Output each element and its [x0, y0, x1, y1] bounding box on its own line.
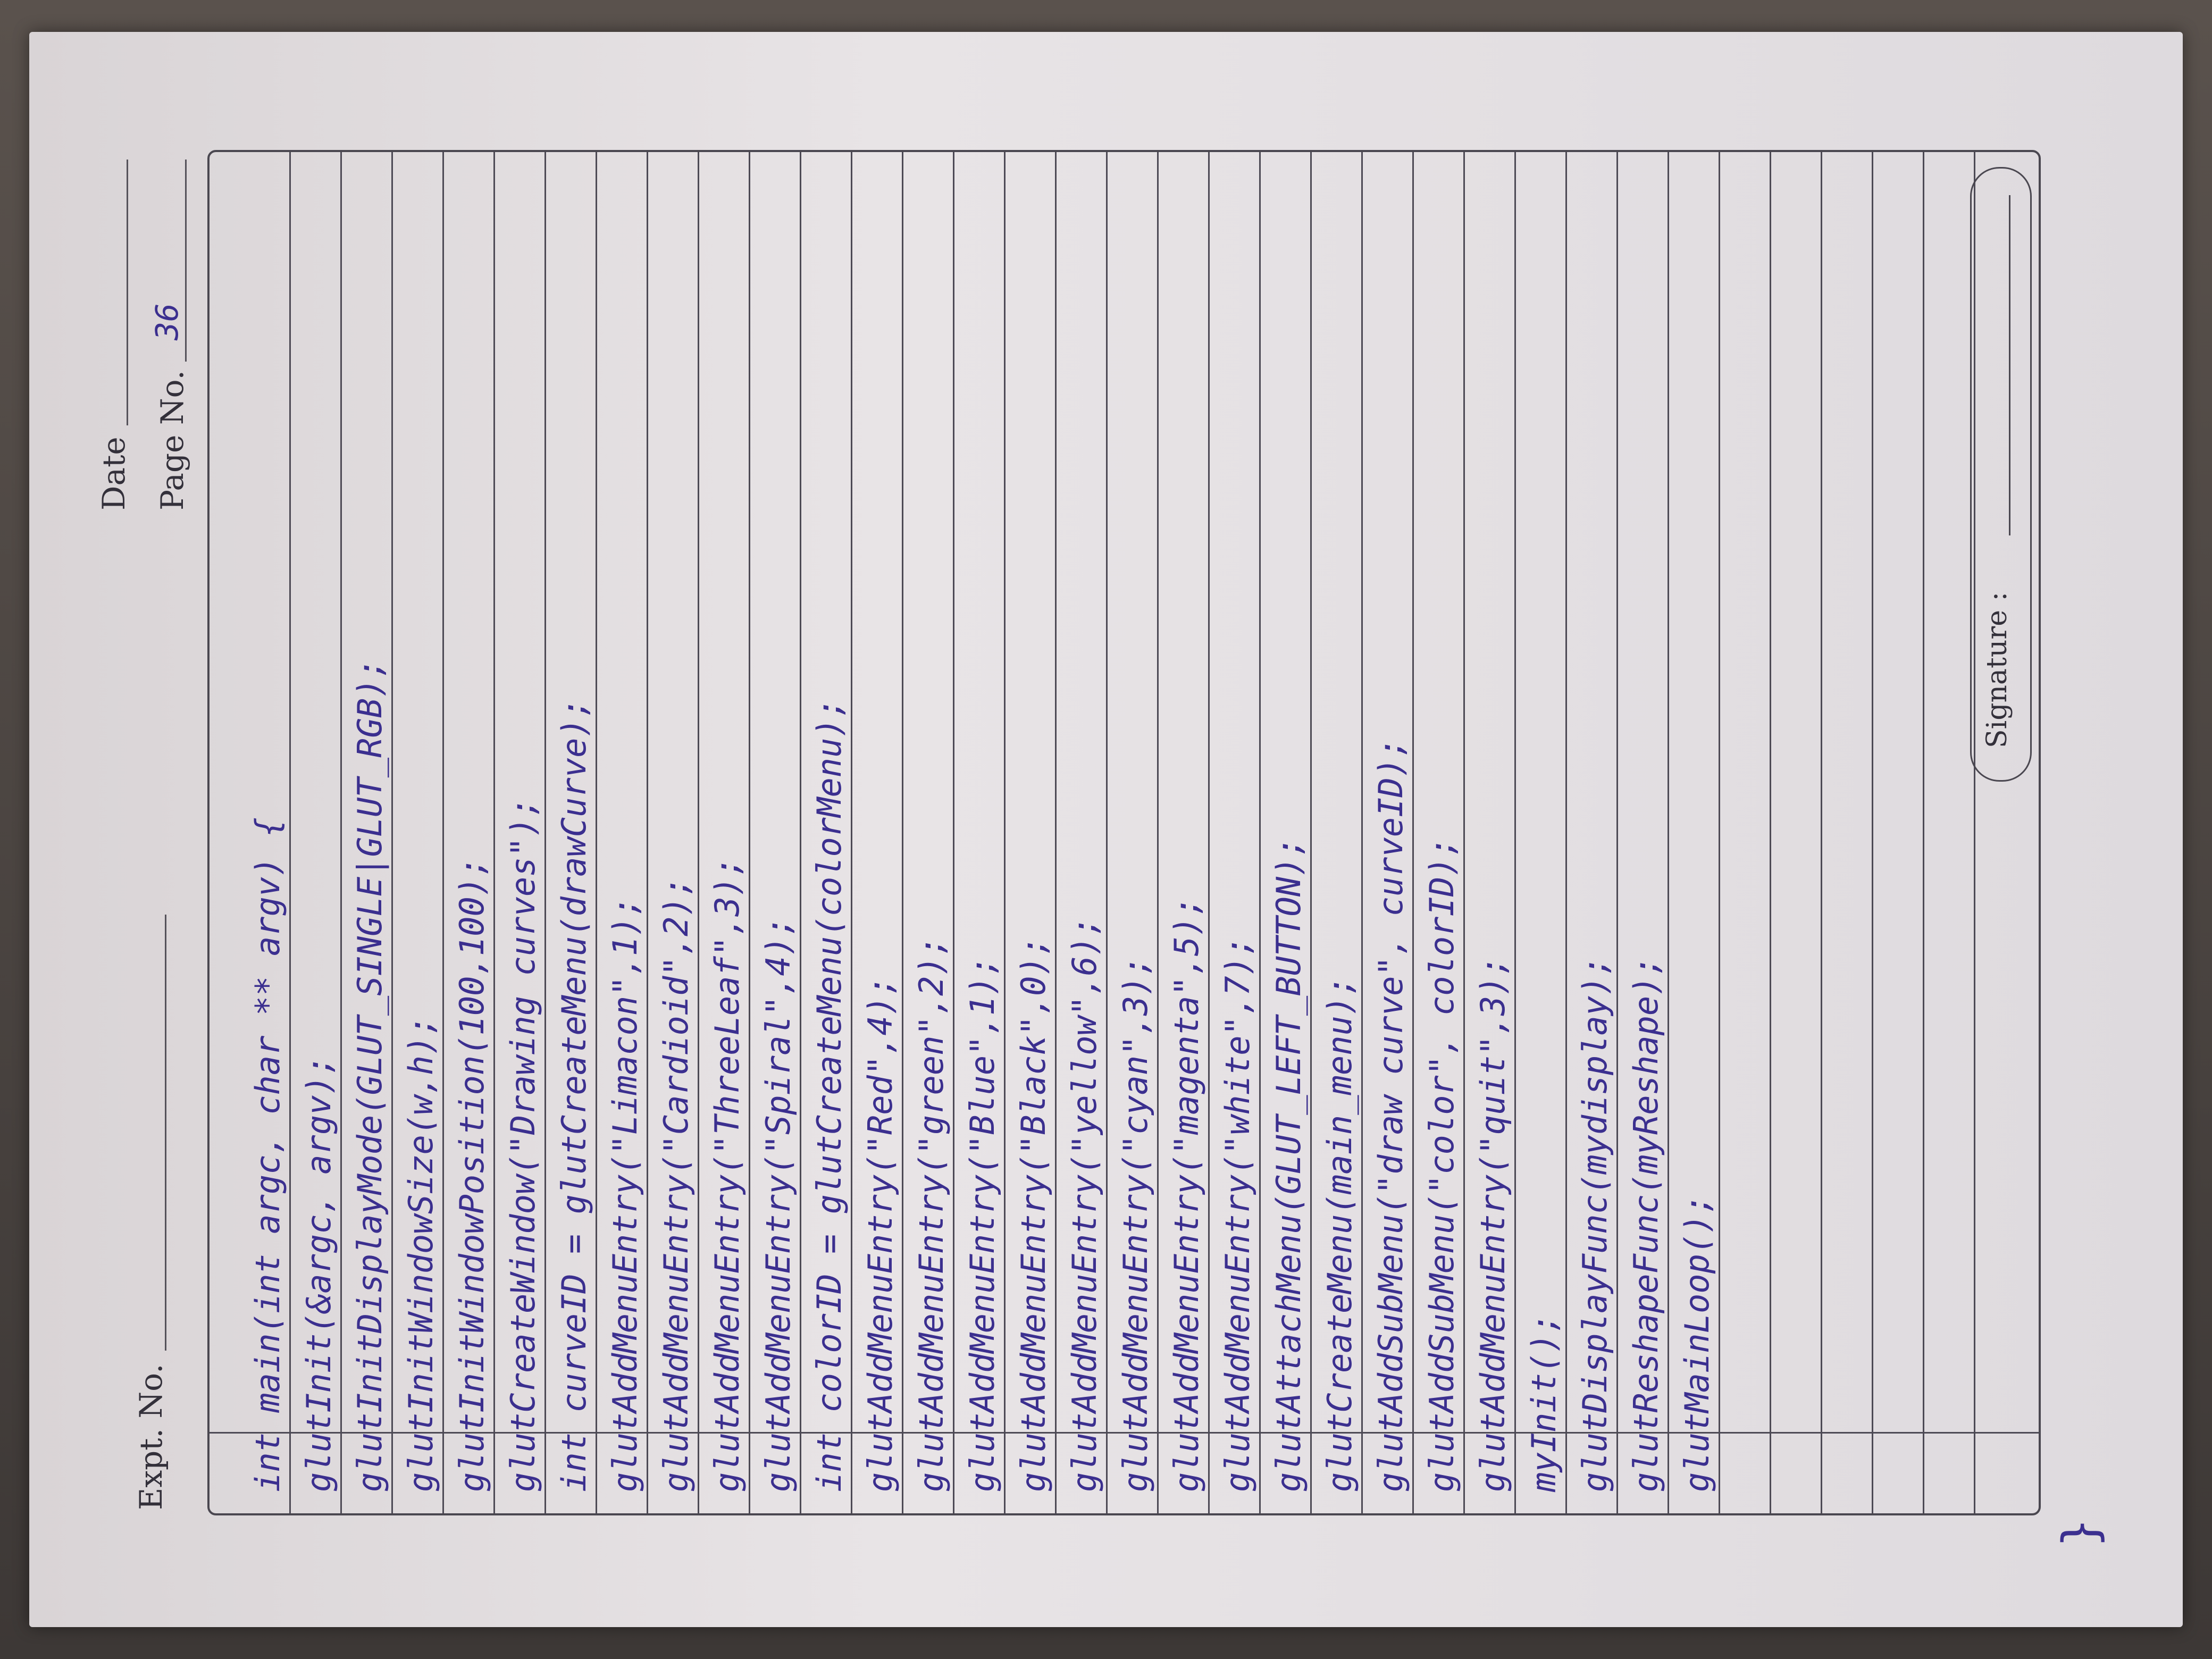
- code-line: glutAddSubMenu("draw curve", curveID);: [1371, 738, 1410, 1492]
- code-line: glutInitDisplayMode(GLUT_SINGLE|GLUT_RGB);: [350, 658, 389, 1492]
- expt-no-line: [165, 915, 166, 1351]
- code-line: glutDisplayFunc(mydisplay);: [1576, 956, 1614, 1492]
- code-line: glutMainLoop();: [1678, 1194, 1716, 1492]
- code-line: glutAddMenuEntry("Red",4);: [861, 976, 900, 1492]
- code-line: glutAddMenuEntry("Limacon",1);: [606, 896, 644, 1492]
- code-line: glutAddMenuEntry("white",7);: [1218, 936, 1257, 1492]
- code-line: glutAddMenuEntry("green",2);: [912, 936, 951, 1492]
- code-line: glutInitWindowPosition(100,100);: [453, 857, 491, 1492]
- code-line: glutCreateWindow("Drawing curves");: [504, 797, 542, 1492]
- code-line: glutAddMenuEntry("Black",0);: [1014, 936, 1053, 1492]
- code-line: int curveID = glutCreateMenu(drawCurve);: [555, 698, 593, 1492]
- code-line: glutAddMenuEntry("Cardioid",2);: [657, 876, 696, 1492]
- code-line: glutAddMenuEntry("Spiral",4);: [759, 916, 798, 1492]
- code-line: glutAddMenuEntry("cyan",3);: [1116, 956, 1155, 1492]
- ruled-line: [1770, 152, 1771, 1513]
- code-line: glutInit(&argc, argv);: [299, 1055, 338, 1492]
- page-no-label: Page No.: [154, 370, 190, 510]
- signature-box: [1970, 167, 2032, 782]
- signature-label: Signature :: [1981, 591, 2013, 748]
- date-line: [127, 160, 128, 425]
- record-sheet: [74, 80, 2138, 1579]
- code-line: glutAddMenuEntry("quit",3);: [1473, 956, 1512, 1492]
- expt-no-label: Expt. No.: [133, 1363, 169, 1510]
- code-line: glutAddMenuEntry("magenta",5);: [1167, 896, 1206, 1492]
- notebook-page: [29, 32, 2183, 1627]
- closing-brace: }: [2052, 1518, 2108, 1547]
- code-line: glutReshapeFunc(myReshape);: [1627, 956, 1665, 1492]
- code-line: myInit();: [1524, 1313, 1563, 1492]
- signature-line: [2009, 195, 2010, 535]
- code-line: glutAttachMenu(GLUT_LEFT_BUTTON);: [1269, 837, 1308, 1492]
- code-line: int colorID = glutCreateMenu(colorMenu);: [810, 698, 849, 1492]
- code-line: glutAddMenuEntry("ThreeLeaf",3);: [708, 857, 747, 1492]
- page-no-line: [185, 160, 187, 362]
- page-number: 36: [149, 303, 185, 340]
- code-line: int main(int argc, char ** argv) {: [248, 817, 287, 1492]
- code-line: glutAddMenuEntry("yellow",6);: [1065, 916, 1104, 1492]
- ruled-line: [1821, 152, 1822, 1513]
- code-line: glutCreateMenu(main_menu);: [1320, 976, 1359, 1492]
- ruled-line: [1923, 152, 1924, 1513]
- ruled-line: [1565, 152, 1567, 1513]
- ruled-line: [1872, 152, 1873, 1513]
- code-line: glutAddMenuEntry("Blue",1);: [963, 956, 1002, 1492]
- date-label: Date: [96, 437, 132, 510]
- code-line: glutInitWindowSize(w,h);: [401, 1016, 440, 1492]
- ruled-frame: [207, 150, 2041, 1515]
- code-line: glutAddSubMenu("color", colorID);: [1422, 837, 1461, 1492]
